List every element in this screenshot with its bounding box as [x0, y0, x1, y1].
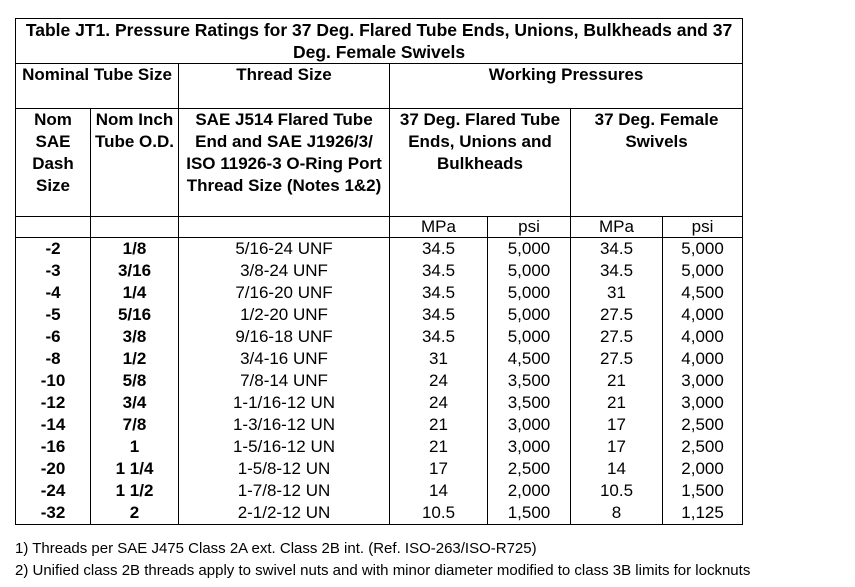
cell-tube-od: 1 [91, 436, 179, 458]
table-row [16, 480, 743, 502]
cell-swivel-mpa: 27.5 [571, 326, 663, 348]
cell-tube-od: 2 [91, 502, 179, 525]
cell-swivel-mpa: 17 [571, 414, 663, 436]
table-row [16, 348, 743, 370]
note-2: 2) Unified class 2B threads apply to swivel nuts and with minor diameter modified to class 3B limits for locknuts [15, 562, 751, 579]
cell-thread-size: 7/16-20 UNF [179, 282, 390, 304]
cell-swivel-psi: 4,000 [663, 304, 743, 326]
cell-flared-psi: 5,000 [488, 260, 571, 282]
cell-thread-size: 2-1/2-12 UN [179, 502, 390, 525]
cell-thread-size: 3/4-16 UNF [179, 348, 390, 370]
unit-mpa-swivel: MPa [571, 217, 663, 238]
cell-thread-size: 3/8-24 UNF [179, 260, 390, 282]
header-female-swivels: 37 Deg. Female Swivels [571, 109, 743, 217]
header-nom-inch-tube-od: Nom Inch Tube O.D. [91, 109, 179, 217]
cell-swivel-mpa: 10.5 [571, 480, 663, 502]
cell-dash-size: -12 [16, 392, 91, 414]
cell-flared-mpa: 34.5 [390, 326, 488, 348]
cell-tube-od: 3/8 [91, 326, 179, 348]
cell-flared-psi: 3,000 [488, 436, 571, 458]
cell-flared-mpa: 34.5 [390, 282, 488, 304]
unit-psi-flared: psi [488, 217, 571, 238]
table-row [16, 370, 743, 392]
unit-blank [91, 217, 179, 238]
cell-swivel-mpa: 14 [571, 458, 663, 480]
cell-tube-od: 1/4 [91, 282, 179, 304]
table-row [16, 326, 743, 348]
cell-swivel-psi: 1,125 [663, 502, 743, 525]
cell-swivel-psi: 5,000 [663, 260, 743, 282]
cell-thread-size: 1-3/16-12 UN [179, 414, 390, 436]
cell-thread-size: 9/16-18 UNF [179, 326, 390, 348]
pressure-ratings-table-container [15, 18, 742, 525]
cell-dash-size: -2 [16, 238, 91, 261]
cell-tube-od: 1 1/2 [91, 480, 179, 502]
cell-swivel-psi: 2,000 [663, 458, 743, 480]
cell-dash-size: -14 [16, 414, 91, 436]
cell-swivel-psi: 3,000 [663, 370, 743, 392]
note-1: 1) Threads per SAE J475 Class 2A ext. Class 2B int. (Ref. ISO-263/ISO-R725) [15, 540, 537, 557]
unit-blank [16, 217, 91, 238]
header-flared-tube-ends: 37 Deg. Flared Tube Ends, Unions and Bulkheads [390, 109, 571, 217]
table-row [16, 392, 743, 414]
cell-thread-size: 1-7/8-12 UN [179, 480, 390, 502]
header-thread-spec: SAE J514 Flared Tube End and SAE J1926/3/ ISO 11926-3 O-Ring Port Thread Size (Notes 1&2) [179, 109, 390, 217]
table-row [16, 282, 743, 304]
header-working-pressures: Working Pressures [390, 64, 743, 109]
cell-dash-size: -20 [16, 458, 91, 480]
cell-flared-mpa: 34.5 [390, 238, 488, 261]
header-nominal-tube-size: Nominal Tube Size [16, 64, 179, 109]
unit-blank [179, 217, 390, 238]
cell-flared-mpa: 31 [390, 348, 488, 370]
cell-flared-mpa: 24 [390, 370, 488, 392]
cell-flared-psi: 3,000 [488, 414, 571, 436]
cell-dash-size: -3 [16, 260, 91, 282]
table-row [16, 436, 743, 458]
cell-tube-od: 3/16 [91, 260, 179, 282]
cell-swivel-psi: 1,500 [663, 480, 743, 502]
cell-dash-size: -5 [16, 304, 91, 326]
cell-swivel-psi: 2,500 [663, 414, 743, 436]
cell-flared-mpa: 17 [390, 458, 488, 480]
unit-psi-swivel: psi [663, 217, 743, 238]
cell-dash-size: -4 [16, 282, 91, 304]
cell-swivel-mpa: 34.5 [571, 238, 663, 261]
cell-tube-od: 1/2 [91, 348, 179, 370]
cell-dash-size: -16 [16, 436, 91, 458]
cell-tube-od: 1/8 [91, 238, 179, 261]
header-nom-sae-dash-size: Nom SAE Dash Size [16, 109, 91, 217]
cell-swivel-mpa: 21 [571, 370, 663, 392]
cell-flared-psi: 2,000 [488, 480, 571, 502]
table-row [16, 458, 743, 480]
cell-flared-psi: 5,000 [488, 238, 571, 261]
cell-flared-psi: 3,500 [488, 392, 571, 414]
cell-flared-psi: 1,500 [488, 502, 571, 525]
cell-tube-od: 3/4 [91, 392, 179, 414]
cell-thread-size: 1-5/8-12 UN [179, 458, 390, 480]
cell-swivel-mpa: 31 [571, 282, 663, 304]
table-row [16, 304, 743, 326]
cell-flared-mpa: 34.5 [390, 260, 488, 282]
table-row [16, 238, 743, 261]
cell-dash-size: -24 [16, 480, 91, 502]
cell-tube-od: 5/8 [91, 370, 179, 392]
cell-flared-psi: 5,000 [488, 304, 571, 326]
cell-flared-mpa: 34.5 [390, 304, 488, 326]
cell-tube-od: 1 1/4 [91, 458, 179, 480]
cell-dash-size: -8 [16, 348, 91, 370]
cell-swivel-mpa: 27.5 [571, 348, 663, 370]
cell-swivel-mpa: 34.5 [571, 260, 663, 282]
cell-flared-mpa: 21 [390, 414, 488, 436]
table-row [16, 414, 743, 436]
cell-swivel-mpa: 27.5 [571, 304, 663, 326]
cell-tube-od: 7/8 [91, 414, 179, 436]
table-notes [15, 538, 850, 582]
table-title: Table JT1. Pressure Ratings for 37 Deg. Flared Tube Ends, Unions, Bulkheads and 37 Deg. Female Swivels [16, 19, 743, 64]
cell-flared-psi: 4,500 [488, 348, 571, 370]
cell-flared-mpa: 10.5 [390, 502, 488, 525]
pressure-ratings-table [15, 18, 743, 525]
cell-thread-size: 1/2-20 UNF [179, 304, 390, 326]
cell-flared-psi: 5,000 [488, 326, 571, 348]
unit-mpa-flared: MPa [390, 217, 488, 238]
cell-thread-size: 1-5/16-12 UN [179, 436, 390, 458]
cell-swivel-psi: 4,000 [663, 326, 743, 348]
cell-dash-size: -32 [16, 502, 91, 525]
cell-swivel-mpa: 8 [571, 502, 663, 525]
cell-swivel-mpa: 17 [571, 436, 663, 458]
cell-swivel-psi: 2,500 [663, 436, 743, 458]
cell-swivel-psi: 4,500 [663, 282, 743, 304]
cell-dash-size: -6 [16, 326, 91, 348]
header-thread-size: Thread Size [179, 64, 390, 109]
cell-dash-size: -10 [16, 370, 91, 392]
table-row [16, 502, 743, 525]
cell-tube-od: 5/16 [91, 304, 179, 326]
cell-flared-psi: 3,500 [488, 370, 571, 392]
cell-swivel-mpa: 21 [571, 392, 663, 414]
cell-thread-size: 7/8-14 UNF [179, 370, 390, 392]
cell-swivel-psi: 4,000 [663, 348, 743, 370]
table-row [16, 260, 743, 282]
cell-swivel-psi: 3,000 [663, 392, 743, 414]
cell-flared-mpa: 21 [390, 436, 488, 458]
cell-swivel-psi: 5,000 [663, 238, 743, 261]
cell-flared-psi: 5,000 [488, 282, 571, 304]
cell-flared-mpa: 24 [390, 392, 488, 414]
cell-thread-size: 5/16-24 UNF [179, 238, 390, 261]
cell-flared-mpa: 14 [390, 480, 488, 502]
cell-flared-psi: 2,500 [488, 458, 571, 480]
cell-thread-size: 1-1/16-12 UN [179, 392, 390, 414]
